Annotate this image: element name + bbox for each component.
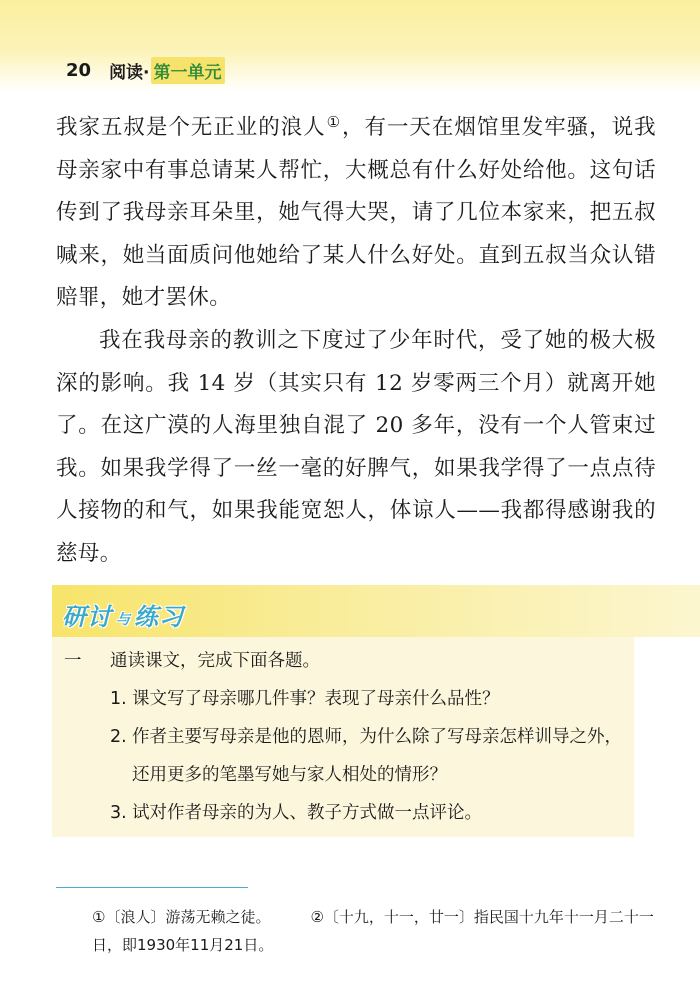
exercise-item-number: 2.: [110, 727, 127, 747]
exercise-item-2: [64, 718, 634, 794]
page-header: [66, 56, 225, 84]
exercise-item-3: [64, 794, 634, 832]
exercise-item-number: 3.: [110, 803, 127, 823]
exercise-item-text: 试对作者母亲的为人、教子方式做一点评论。: [132, 803, 482, 823]
exercise-item-text: 作者主要写母亲是他的恩师，为什么除了写母亲怎样训导之外，还用更多的笔墨写她与家人相处的情形？: [132, 727, 622, 785]
paragraph-2: 我在我母亲的教训之下度过了少年时代，受了她的极大极深的影响。我 14 岁（其实只有 12 岁零两三个月）就离开她了。在这广漠的人海里独自混了 20 多年，没有一个人管束过我。如果我学得了一丝一毫的好脾气，如果我学得了一点点待人接物的和气，如果我能宽恕人，体谅人——我都得感谢我的慈母。: [56, 327, 656, 566]
exercise-title-b: 练习: [134, 603, 184, 631]
exercise-title-a: 研讨: [62, 603, 112, 631]
footnote-ref-1: ①: [326, 113, 342, 131]
exercise-list: [64, 642, 634, 832]
unit-label: 第一单元: [151, 57, 225, 84]
paragraph-1-text-a: 我家五叔是个无正业的浪人: [56, 115, 326, 140]
question-instruction: 通读课文，完成下面各题。: [110, 651, 320, 671]
exercise-item-1: [64, 680, 634, 718]
article-body: [56, 101, 656, 626]
exercise-item-text: 课文写了母亲哪几件事？表现了母亲什么品性？: [132, 689, 500, 709]
page-number: 20: [66, 59, 92, 81]
exercise-title: [62, 592, 184, 632]
question-number: 一: [64, 651, 82, 671]
footnote-1: ①〔浪人〕游荡无赖之徒。: [92, 908, 271, 926]
paragraph-1-text-b: ，有一天在烟馆里发牢骚，说我母亲家中有事总请某人帮忙，大概总有什么好处给他。这句话传到了我母亲耳朵里，她气得大哭，请了几位本家来，把五叔喊来，她当面质问他她给了某人什么好处。直到五叔当众认错赔罪，她才罢休。: [56, 115, 656, 311]
exercise-item-number: 1.: [110, 689, 127, 709]
paragraph-1: [56, 101, 656, 320]
footnote-2: ②〔十九，十一，廿一〕指民国十九年十一月二十一日，即1930年11月21日。: [92, 908, 654, 954]
footnotes: [92, 903, 672, 959]
footnote-divider: [56, 887, 248, 888]
section-label: 阅读·: [109, 62, 150, 83]
question-heading: [64, 642, 634, 680]
exercise-title-and: 与: [116, 612, 130, 628]
